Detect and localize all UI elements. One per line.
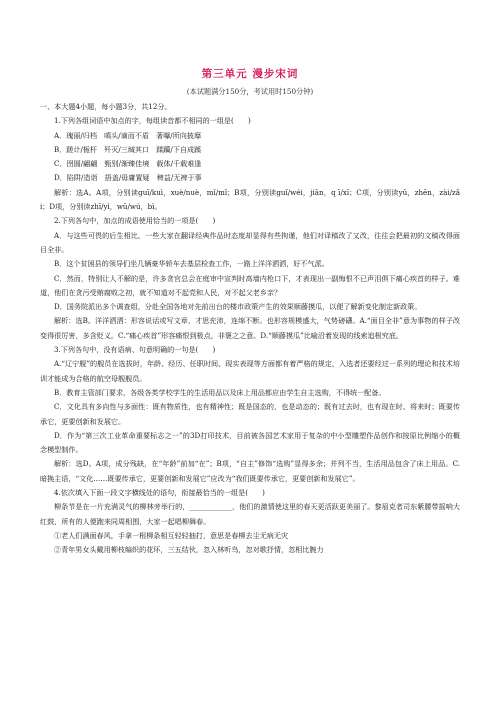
question-1-option-a: A．瑰丽/归档 嗔头/谪而不盾 著曝/所向披靡 [54,130,202,140]
page-title: 第三单元 漫步宋词 [201,68,299,80]
question-2-option-d: D．国务院派出多个调查组，分赴全国各地对先前出台的楼市政策产生的效果顺藤摸瓜，以便了解新变化制定新政策。 [54,302,422,312]
question-3-answer: 解析：选D。A项，成分残缺，在“年龄”前加“在”；B项，“自主”修饰“选购”显得多余；并列不当，生活用品包含了床上用品。C.暗换主语，“文化……既要传承它，更要创新和发展它”应改为“我们既要传承它，更要创新和发展它”。 [40,459,460,483]
question-4-item-1: ①老人们满面春风，手拿一根柳条相互轻轻抽打，意思是春柳去尘无病无灾 [54,530,289,540]
section-heading: 一、本大题4小题，每小题3分，共12分。 [40,102,172,111]
question-4-item-2: ②青年男女头戴用柳枝编织的花环，三五结伙，忽入林听鸟，忽对歌抒情，忽相比腕力 [54,545,324,555]
question-3-option-d: D．作为“第三次工业革命重要标志之一”的3D打印技术，目前被各国艺术家用于复杂的中小型雕塑作品创作和按原比例缩小的概念模型制作。 [40,430,460,455]
question-2-stem: 2.下列各句中，加点的成语使用恰当的一项是( ) [54,216,216,226]
question-3-option-c: C．文化具有多向性与多面性：既有物质性，也有精神性；既是国态的，也是动态的；既有过去时，也有现在时、将来时；既要传承它，更要创新和发展它。 [40,402,460,426]
question-4-stem: 4.依次填入下面一段文字横线处的语句，衔接最恰当的一组是( ) [54,488,265,498]
question-1-stem: 1.下列各组词语中加点的字，每组读音都不相同的一组是( ) [54,116,251,126]
question-2-answer: 解析：选B。洋洋洒洒：形容说话或写文章，才思充沛，连绵不断。也形容规模盛大，气势磅礴。A.“面目全非”意为事物的样子改变得很厉害，多含贬义。C.“痛心疾首”形容痛恨到极点，非褒之之意。D.“顺藤摸瓜”比喻沿着发现的线索追根究底。 [40,316,460,340]
question-3-stem: 3.下列各句中，没有语病、句意明确的一句是( ) [54,345,216,355]
question-2-option-c: C．然而，特别让人不解的是，许多贪官总会在庭审中宣判时高墙内枪口下，才表现出一副悔恨不已声泪俱下痛心疾首的样子。难道，他们在贪污受贿腐败之初，就不知道对不起党和人民，对不起父老乡亲？ [40,273,460,297]
question-3-option-a: A.“辽宁舰”的舰员在选拔时，年龄、经历、任职时间、现实表现等方面都有着严格的规定，入选者还要经过一系列的理论和技术培训才能成为合格的航空母舰舰员。 [40,359,460,383]
exam-subtitle: (本试题满分150分，考试用时150分钟) [186,87,314,96]
question-1-option-c: C．囹圄/翩翩 甄别/渐臻佳境 载体/千载难逢 [54,159,202,169]
question-2-option-a: A．与这些可畏的后生相比，一些大家在翻译经典作品时态度却显得有些拘谨，他们对译稿改了又改，往往会把最初的文稿改得面目全非。 [40,230,460,254]
question-4-passage: 柳条节是在一片充满灵气的柳林旁举行的，____________，他们的激情使这里的春天更活跃更美丽了。黎眉克者司东紫腰带摇响大红鼓，所有的人便跑来同周相围，大家一起唱柳舞春。 [40,502,460,526]
question-3-option-b: B．教育主管部门要求，各级各类学校学生的生活用品以及床上用品都应由学生自主选购，不得统一配备。 [54,387,386,397]
document-page [40,66,460,558]
question-1-option-b: B．蹉计/栀杆 歼灭/三缄其口 蹂躏/下自成蹊 [54,144,202,154]
question-2-option-b: B．这个贫困县的领导们坐几辆豪华轿车去基层检查工作，一路上洋洋洒洒，好不气派。 [54,259,329,269]
question-1-option-d: D．陷阱/造诣 捂盖/毋庸置疑 稗益/无裨于事 [54,173,202,183]
question-1-answer: 解析：选A。A项，分别读guī/kuì，xuè/nuè，mǐ/mǐ；B项，分别读guǐ/wéi，jiān，q ī/xī；C项，分别读yǔ，zhēn，zài/zǎi；D项，分别读zhī/yì，wū/wú，bì。 [40,187,460,212]
